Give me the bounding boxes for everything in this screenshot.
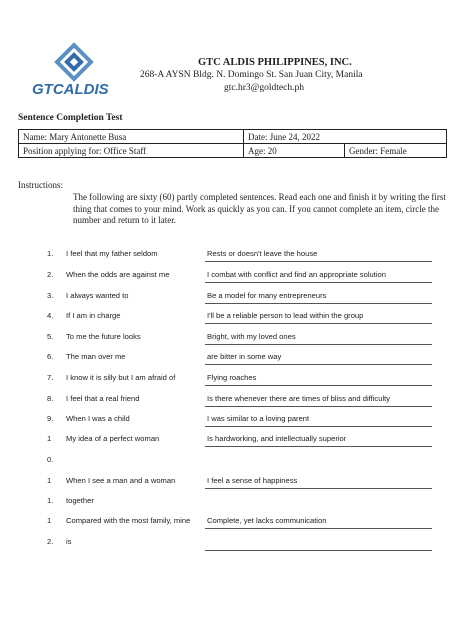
gender-cell: Gender: Female bbox=[345, 144, 447, 158]
item-number-continuation: 2. bbox=[47, 537, 54, 546]
age-cell: Age: 20 bbox=[244, 144, 345, 158]
item-number: 7. bbox=[47, 373, 54, 382]
item-stem: When I was a child bbox=[66, 414, 130, 423]
item-response: Is there whenever there are times of bliss and difficulty bbox=[205, 394, 432, 407]
test-title: Sentence Completion Test bbox=[18, 113, 123, 123]
item-stem: I always wanted to bbox=[66, 291, 129, 300]
company-logo bbox=[30, 38, 118, 100]
company-email: gtc.hr3@goldtech.ph bbox=[224, 83, 304, 93]
item-number: 1. bbox=[47, 249, 54, 258]
item-response: Be a model for many entrepreneurs bbox=[205, 291, 432, 304]
item-response: Bright, with my loved ones bbox=[205, 332, 432, 345]
item-stem: Compared with the most family, mine bbox=[66, 516, 191, 525]
item-number: 8. bbox=[47, 394, 54, 403]
item-response: Complete, yet lacks communication bbox=[205, 516, 432, 529]
item-stem: I feel that my father seldom bbox=[66, 249, 158, 258]
item-number: 3. bbox=[47, 291, 54, 300]
item-number: 1 bbox=[47, 516, 52, 525]
item-stem: I feel that a real friend bbox=[66, 394, 140, 403]
item-number: 1 bbox=[47, 434, 52, 443]
item-stem-continuation: is bbox=[66, 537, 72, 546]
applicant-info-table bbox=[18, 129, 447, 158]
logo-text: GTCALDIS bbox=[32, 81, 109, 98]
item-stem: If I am in charge bbox=[66, 311, 121, 320]
item-response: are bitter in some way bbox=[205, 352, 432, 365]
item-response: Flying roaches bbox=[205, 373, 432, 386]
item-number: 5. bbox=[47, 332, 54, 341]
company-header bbox=[140, 56, 470, 95]
instructions-label: Instructions: bbox=[18, 180, 63, 190]
item-response: I was similar to a loving parent bbox=[205, 414, 432, 427]
item-stem: The man over me bbox=[66, 352, 126, 361]
item-response: I'll be a reliable person to lead within the group bbox=[205, 311, 432, 324]
item-number: 4. bbox=[47, 311, 54, 320]
item-number-continuation: 1. bbox=[47, 496, 54, 505]
name-cell: Name: Mary Antonette Busa bbox=[19, 130, 244, 144]
item-number: 6. bbox=[47, 352, 54, 361]
company-name: GTC ALDIS PHILIPPINES, INC. bbox=[198, 57, 352, 68]
item-stem: When I see a man and a woman bbox=[66, 476, 176, 485]
item-number: 1 bbox=[47, 476, 52, 485]
item-stem: To me the future looks bbox=[66, 332, 141, 341]
instructions-text: The following are sixty (60) partly completed sentences. Read each one and finish it by writing the first thing that comes to your mind. Work as quickly as you can. If you cannot complete an item, circle the number and return to it later. bbox=[73, 192, 446, 225]
item-number: 9. bbox=[47, 414, 54, 423]
date-cell: Date: June 24, 2022 bbox=[244, 130, 447, 144]
item-stem-continuation: together bbox=[66, 496, 94, 505]
position-cell: Position applying for: Office Staff bbox=[19, 144, 244, 158]
item-number-continuation: 0. bbox=[47, 455, 54, 464]
item-stem: When the odds are against me bbox=[66, 270, 170, 279]
item-response: I feel a sense of happiness bbox=[205, 476, 432, 489]
company-address: 268-A AYSN Bldg. N. Domingo St. San Juan City, Manila bbox=[140, 70, 363, 80]
item-number: 2. bbox=[47, 270, 54, 279]
item-response: Rests or doesn't leave the house bbox=[205, 249, 432, 262]
response-line bbox=[205, 550, 432, 551]
item-response: Is hardworking, and intellectually superior bbox=[205, 434, 432, 447]
item-response: I combat with conflict and find an appropriate solution bbox=[205, 270, 432, 283]
item-stem: My idea of a perfect woman bbox=[66, 434, 160, 443]
item-stem: I know it is silly but I am afraid of bbox=[66, 373, 176, 382]
